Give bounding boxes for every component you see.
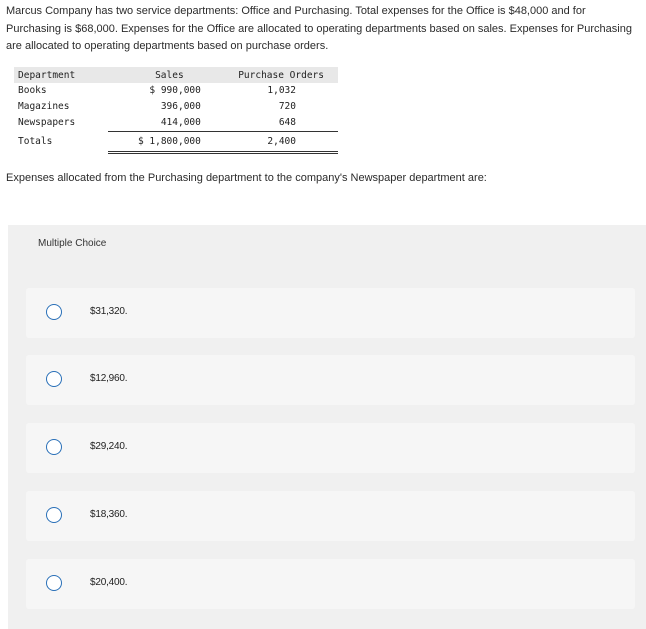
cell-purchase-orders: 648 [278, 117, 296, 128]
cell-sales: $ 990,000 [149, 85, 201, 96]
answer-option-2[interactable] [26, 355, 635, 405]
radio-button-icon[interactable] [46, 575, 62, 591]
answer-option-3[interactable] [26, 423, 635, 473]
radio-button-icon[interactable] [46, 304, 62, 320]
question-text: Marcus Company has two service departments: Office and Purchasing. Total expenses for the Office is $48,000 and for Purchasing is $68,000. Expenses for the Office are allocated to operating departments based on sales. Expenses for Purchasing are allocated to operating departments based on purchase orders. [6, 5, 632, 52]
table-row [14, 115, 338, 132]
cell-department: Newspapers [18, 117, 76, 129]
cell-totals-label: Totals [18, 136, 53, 147]
question-prompt: Expenses allocated from the Purchasing department to the company's Newspaper department are: [6, 172, 487, 184]
answer-option-1[interactable] [26, 288, 635, 338]
table-header-row [14, 67, 338, 83]
multiple-choice-label: Multiple Choice [38, 238, 107, 249]
header-department: Department [14, 67, 108, 83]
allocation-table [14, 67, 338, 154]
multiple-choice-panel [8, 225, 646, 629]
answer-option-text: $31,320. [90, 306, 128, 317]
cell-department: Books [18, 85, 47, 96]
cell-total-purchase-orders: 2,400 [209, 132, 338, 153]
cell-sales: 414,000 [160, 117, 201, 128]
cell-department: Magazines [18, 101, 70, 112]
table-row [14, 99, 338, 115]
answer-option-text: $20,400. [90, 577, 128, 588]
answer-option-text: $12,960. [90, 373, 128, 384]
cell-purchase-orders: 720 [278, 101, 296, 112]
answer-option-text: $18,360. [90, 509, 128, 520]
radio-button-icon[interactable] [46, 507, 62, 523]
radio-button-icon[interactable] [46, 371, 62, 387]
header-sales: Sales [108, 67, 209, 83]
table-total-row [14, 132, 338, 153]
answer-option-text: $29,240. [90, 441, 128, 452]
cell-total-sales: $ 1,800,000 [108, 132, 209, 153]
answer-option-5[interactable] [26, 559, 635, 609]
table-row [14, 83, 338, 99]
radio-button-icon[interactable] [46, 439, 62, 455]
cell-sales: 396,000 [160, 101, 201, 112]
header-purchase-orders: Purchase Orders [209, 67, 338, 83]
answer-option-4[interactable] [26, 491, 635, 541]
cell-purchase-orders: 1,032 [267, 85, 296, 96]
